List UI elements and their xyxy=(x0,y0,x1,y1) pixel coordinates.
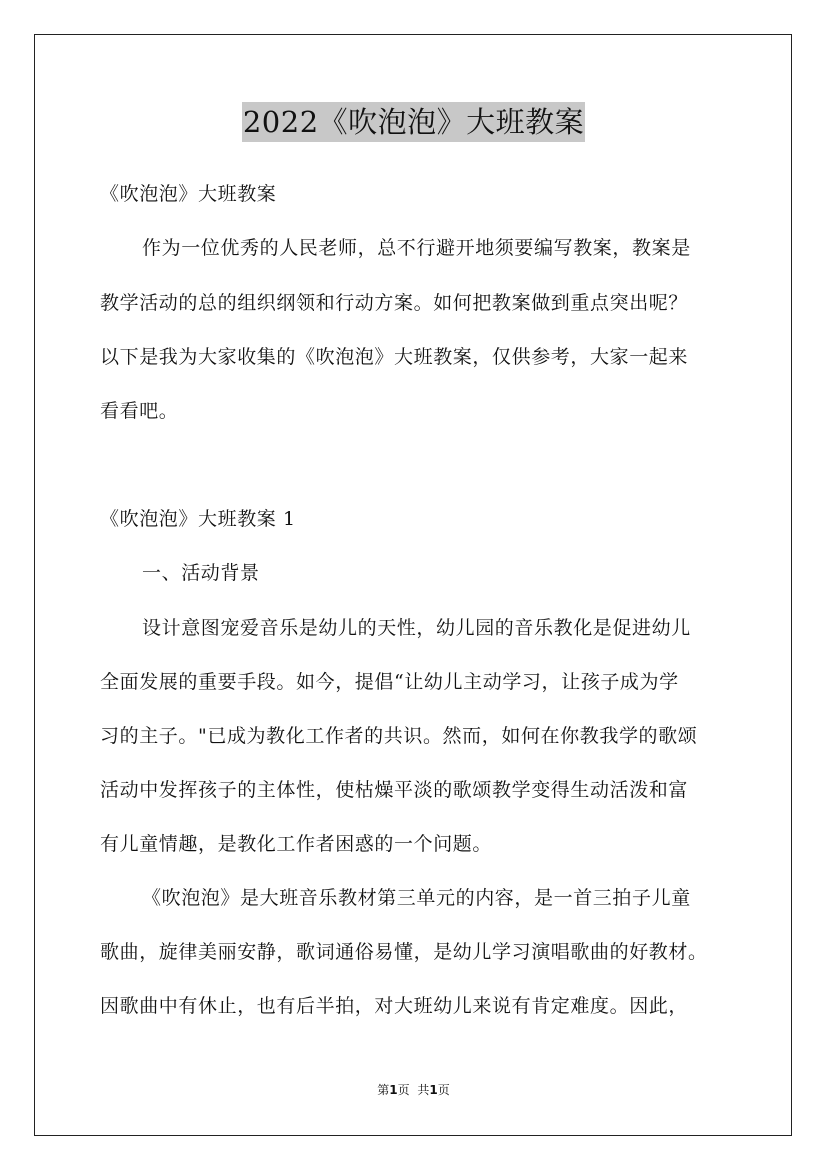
subtitle: 《吹泡泡》大班教案 xyxy=(100,183,277,205)
title-container xyxy=(0,102,827,142)
footer-page-suffix: 页 xyxy=(397,1083,410,1097)
footer-total-prefix: 共 xyxy=(417,1083,430,1097)
paragraph-1-line-2: 全面发展的重要手段。如今，提倡“让幼儿主动学习，让孩子成为学 xyxy=(100,671,679,693)
paragraph-2-line-1: 《吹泡泡》是大班音乐教材第三单元的内容，是一首三拍子儿童 xyxy=(142,887,691,909)
paragraph-2-line-3: 因歌曲中有休止，也有后半拍，对大班幼儿来说有肯定难度。因此， xyxy=(100,995,689,1017)
footer-page-number: 1 xyxy=(389,1083,398,1097)
page-footer xyxy=(0,1082,827,1098)
footer-page-prefix: 第 xyxy=(377,1083,390,1097)
paragraph-1-line-1: 设计意图宠爱音乐是幼儿的天性，幼儿园的音乐教化是促进幼儿 xyxy=(142,617,691,639)
paragraph-1-line-5: 有儿童情趣，是教化工作者困惑的一个问题。 xyxy=(100,833,493,855)
intro-line-4: 看看吧。 xyxy=(100,400,179,422)
paragraph-2-line-2: 歌曲，旋律美丽安静，歌词通俗易懂，是幼儿学习演唱歌曲的好教材。 xyxy=(100,941,708,963)
heading-activity-background: 一、活动背景 xyxy=(142,562,260,584)
footer-total-suffix: 页 xyxy=(437,1083,450,1097)
footer-total-number: 1 xyxy=(429,1083,438,1097)
intro-line-2: 教学活动的总的组织纲领和行动方案。如何把教案做到重点突出呢？ xyxy=(100,292,689,314)
document-title: 2022《吹泡泡》大班教案 xyxy=(242,102,585,142)
intro-line-1: 作为一位优秀的人民老师，总不行避开地须要编写教案，教案是 xyxy=(142,237,691,259)
section-title: 《吹泡泡》大班教案 1 xyxy=(100,508,296,530)
paragraph-1-line-3: 习的主子。"已成为教化工作者的共识。然而，如何在你教我学的歌颂 xyxy=(100,725,698,747)
paragraph-1-line-4: 活动中发挥孩子的主体性，使枯燥平淡的歌颂教学变得生动活泼和富 xyxy=(100,779,689,801)
intro-line-3: 以下是我为大家收集的《吹泡泡》大班教案，仅供参考，大家一起来 xyxy=(100,346,689,368)
